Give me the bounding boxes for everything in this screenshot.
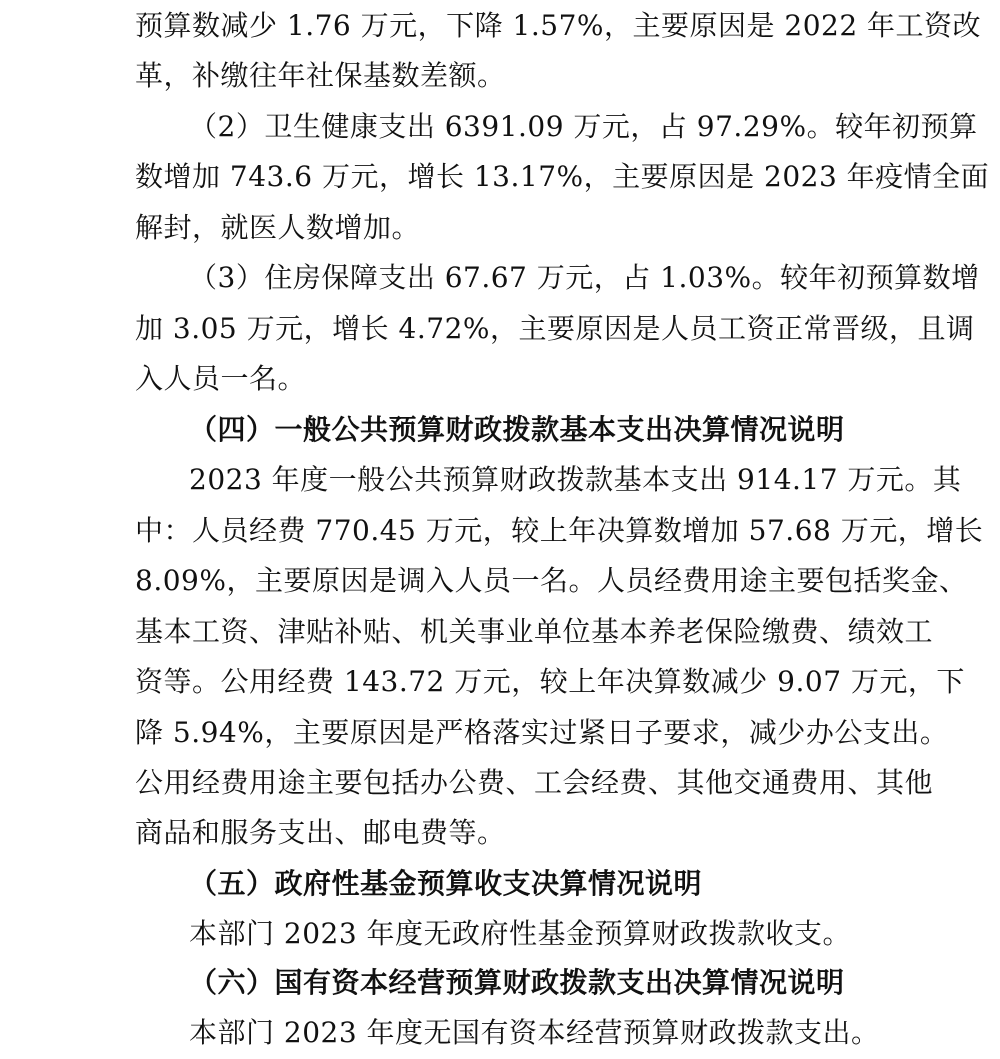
body-text-line: 公用经费用途主要包括办公费、工会经费、其他交通费用、其他: [135, 766, 934, 799]
section-heading: （六）国有资本经营预算财政拨款支出决算情况说明: [189, 966, 845, 999]
body-text-line: 降 5.94%，主要原因是严格落实过紧日子要求，减少办公支出。: [135, 716, 949, 749]
body-text-line: 2023 年度一般公共预算财政拨款基本支出 914.17 万元。其: [189, 463, 962, 496]
body-text-line: 商品和服务支出、邮电费等。: [135, 816, 506, 849]
body-text-line: （2）卫生健康支出 6391.09 万元，占 97.29%。较年初预算: [189, 110, 978, 143]
body-text-line: 入人员一名。: [135, 362, 307, 395]
body-text-line: 中：人员经费 770.45 万元，较上年决算数增加 57.68 万元，增长: [135, 514, 984, 547]
body-text-line: 资等。公用经费 143.72 万元，较上年决算数减少 9.07 万元，下: [135, 665, 965, 698]
body-text-line: 预算数减少 1.76 万元，下降 1.57%，主要原因是 2022 年工资改: [135, 9, 982, 42]
body-text-line: 革，补缴往年社保基数差额。: [135, 59, 506, 92]
body-text-line: 基本工资、津贴补贴、机关事业单位基本养老保险缴费、绩效工: [135, 615, 934, 648]
body-text-line: （3）住房保障支出 67.67 万元，占 1.03%。较年初预算数增: [189, 261, 980, 294]
body-text-line: 本部门 2023 年度无国有资本经营预算财政拨款支出。: [189, 1016, 880, 1049]
section-heading: （四）一般公共预算财政拨款基本支出决算情况说明: [189, 413, 845, 446]
body-text-line: 8.09%，主要原因是调入人员一名。人员经费用途主要包括奖金、: [135, 564, 968, 597]
section-heading: （五）政府性基金预算收支决算情况说明: [189, 867, 703, 900]
body-text-line: 本部门 2023 年度无政府性基金预算财政拨款收支。: [189, 917, 852, 950]
body-text-line: 加 3.05 万元，增长 4.72%，主要原因是人员工资正常晋级，且调: [135, 312, 975, 345]
body-text-line: 解封，就医人数增加。: [135, 211, 421, 244]
body-text-line: 数增加 743.6 万元，增长 13.17%，主要原因是 2023 年疫情全面: [135, 160, 990, 193]
